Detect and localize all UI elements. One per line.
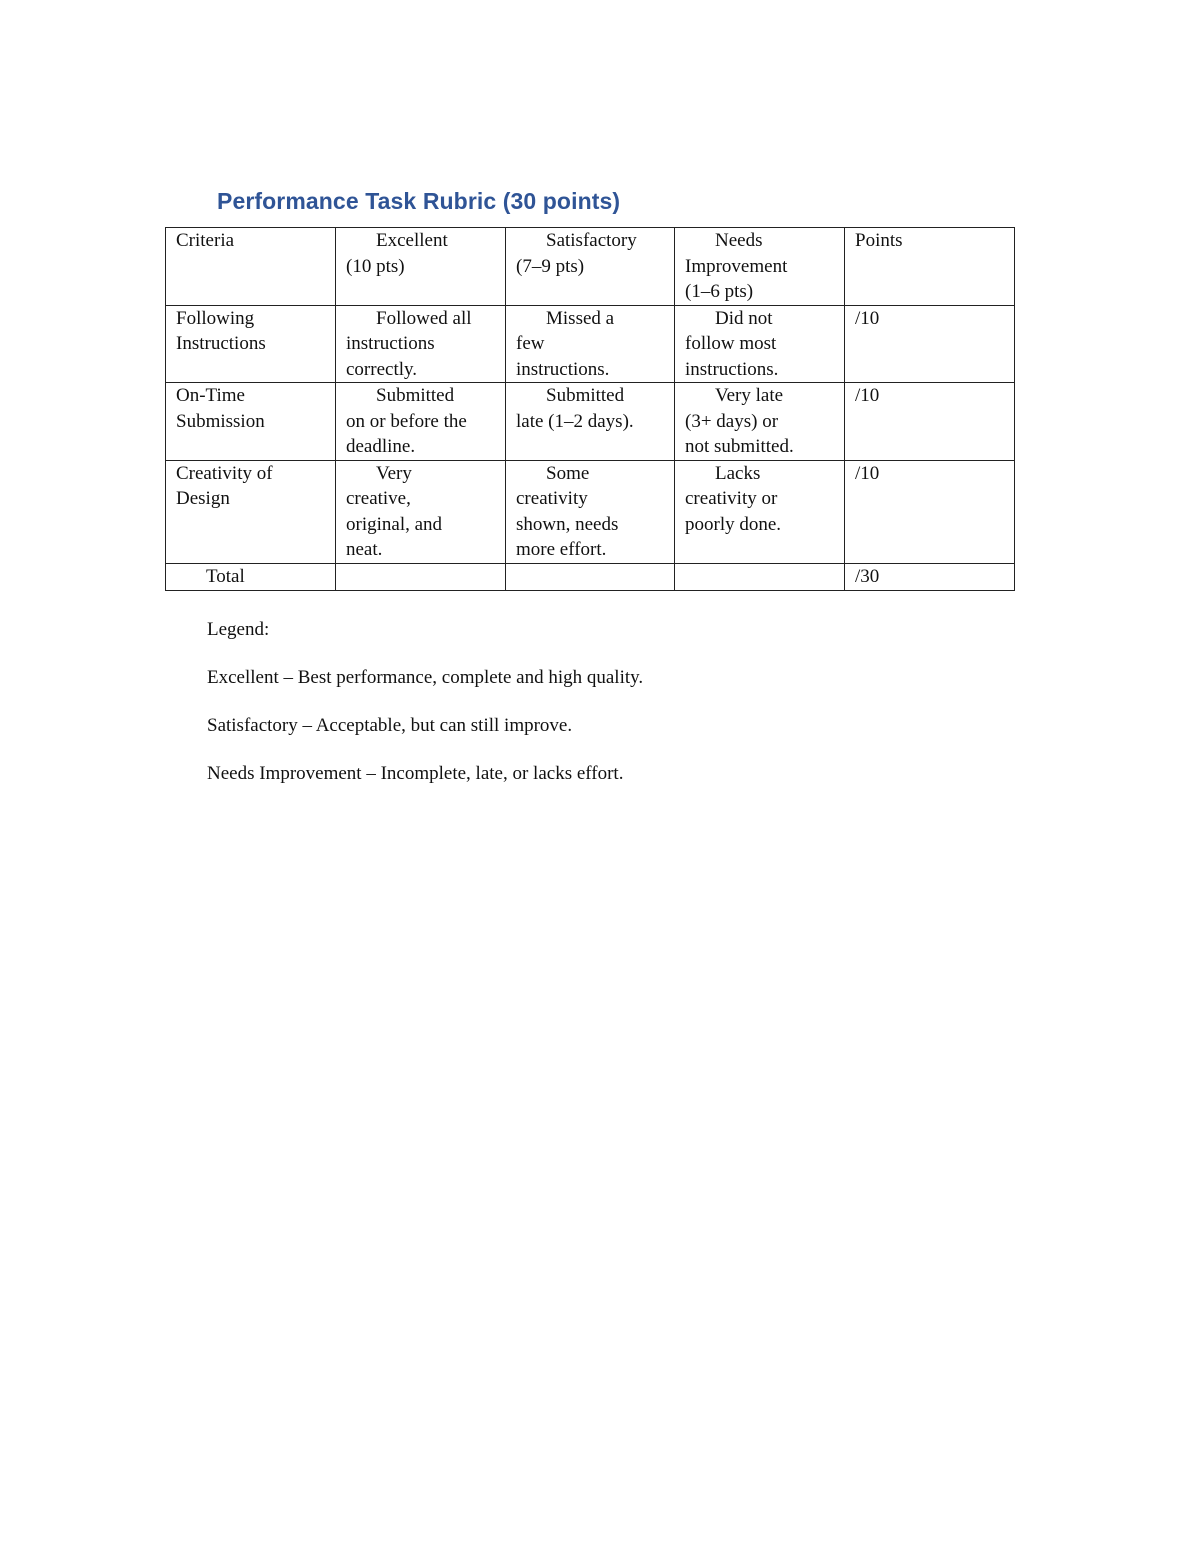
- total-label-cell: [166, 563, 336, 590]
- needs-improvement-cell: [675, 383, 845, 461]
- header-excellent: [336, 228, 506, 306]
- points-cell: [845, 305, 1015, 383]
- legend: [207, 617, 643, 809]
- cell-line: correctly.: [346, 358, 418, 380]
- header-points-label: Points: [855, 230, 903, 251]
- table-header-row: [166, 228, 1015, 306]
- total-row: [166, 563, 1015, 590]
- cell-line: instructions: [346, 333, 435, 354]
- header-needs-label-1: Needs: [715, 230, 763, 251]
- criteria-cell: [166, 383, 336, 461]
- criteria-cell: [166, 305, 336, 383]
- satisfactory-cell: [506, 305, 675, 383]
- header-needs-points: (1–6 pts): [685, 281, 754, 302]
- legend-item-needs-improvement: Needs Improvement – Incomplete, late, or lacks effort.: [207, 763, 624, 784]
- satisfactory-cell: [506, 383, 675, 461]
- legend-heading: Legend:: [207, 619, 270, 640]
- points-value: /10: [855, 385, 880, 406]
- rubric-table: [165, 227, 1015, 591]
- cell-line: neat.: [346, 539, 383, 560]
- criteria-line: On-Time: [176, 385, 245, 406]
- criteria-line: Design: [176, 488, 230, 509]
- empty-cell: [675, 563, 845, 590]
- cell-line: creativity: [516, 488, 588, 509]
- total-label: Total: [206, 565, 245, 587]
- empty-cell: [506, 563, 675, 590]
- cell-line: Missed a: [546, 307, 615, 329]
- criteria-line: Following: [176, 307, 255, 329]
- cell-line: original, and: [346, 513, 443, 535]
- header-satisfactory-label: Satisfactory: [546, 230, 637, 251]
- cell-line: instructions.: [685, 358, 779, 380]
- legend-item-excellent: Excellent – Best performance, complete and high quality.: [207, 667, 644, 688]
- header-excellent-label: Excellent: [376, 230, 448, 251]
- excellent-cell: [336, 460, 506, 563]
- cell-line: Lacks: [715, 462, 761, 484]
- header-satisfactory: [506, 228, 675, 306]
- cell-line: on or before the: [346, 410, 467, 432]
- table-row: [166, 305, 1015, 383]
- table-row: [166, 383, 1015, 461]
- cell-line: shown, needs: [516, 513, 619, 535]
- needs-improvement-cell: [675, 305, 845, 383]
- cell-line: creativity or: [685, 488, 778, 509]
- criteria-line: Submission: [176, 410, 265, 432]
- cell-line: Submitted: [546, 385, 625, 406]
- total-points: /30: [855, 565, 880, 587]
- legend-item-satisfactory: Satisfactory – Acceptable, but can still improve.: [207, 715, 573, 736]
- points-value: /10: [855, 462, 880, 484]
- cell-line: Very late: [715, 385, 784, 406]
- header-satisfactory-points: (7–9 pts): [516, 255, 585, 277]
- criteria-line: Creativity of: [176, 462, 273, 484]
- cell-line: late (1–2 days).: [516, 410, 634, 432]
- cell-line: deadline.: [346, 436, 416, 457]
- total-points-cell: [845, 563, 1015, 590]
- header-points: [845, 228, 1015, 306]
- points-cell: [845, 383, 1015, 461]
- cell-line: (3+ days) or: [685, 410, 779, 432]
- points-value: /10: [855, 307, 880, 329]
- cell-line: more effort.: [516, 539, 607, 560]
- excellent-cell: [336, 305, 506, 383]
- criteria-line: Instructions: [176, 333, 266, 354]
- cell-line: Submitted: [376, 385, 455, 406]
- cell-line: follow most: [685, 333, 777, 354]
- page-title: Performance Task Rubric (30 points): [217, 188, 621, 214]
- cell-line: few: [516, 333, 545, 354]
- points-cell: [845, 460, 1015, 563]
- cell-line: Did not: [715, 307, 773, 329]
- excellent-cell: [336, 383, 506, 461]
- cell-line: creative,: [346, 488, 411, 509]
- table-row: [166, 460, 1015, 563]
- header-needs-improvement: [675, 228, 845, 306]
- criteria-cell: [166, 460, 336, 563]
- header-criteria: [166, 228, 336, 306]
- header-needs-label-2: Improvement: [685, 255, 788, 277]
- header-excellent-points: (10 pts): [346, 255, 405, 277]
- needs-improvement-cell: [675, 460, 845, 563]
- header-criteria-label: Criteria: [176, 230, 235, 251]
- cell-line: not submitted.: [685, 436, 794, 457]
- satisfactory-cell: [506, 460, 675, 563]
- cell-line: Followed all: [376, 307, 472, 329]
- cell-line: instructions.: [516, 358, 610, 380]
- empty-cell: [336, 563, 506, 590]
- cell-line: Very: [376, 462, 412, 484]
- cell-line: poorly done.: [685, 513, 782, 535]
- cell-line: Some: [546, 462, 590, 484]
